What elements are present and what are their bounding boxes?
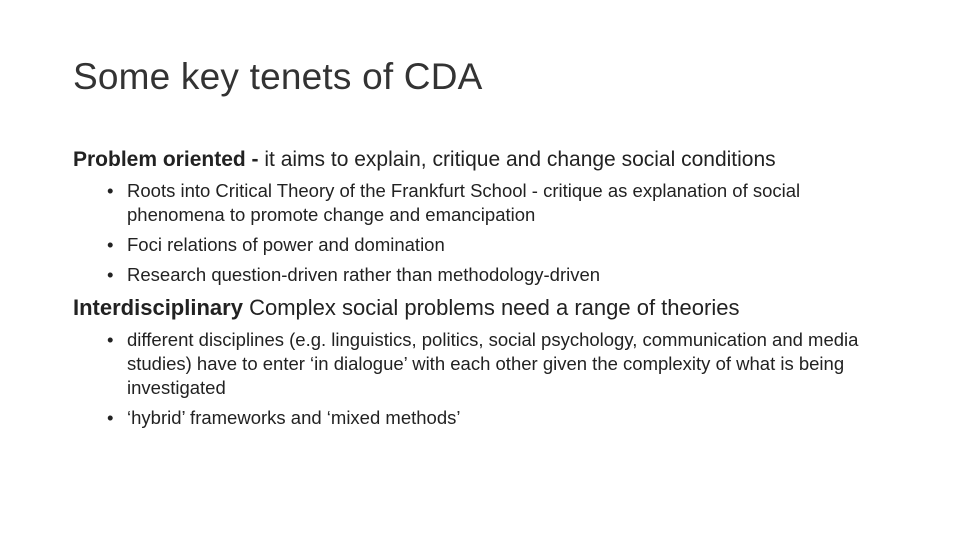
section-heading-text: Complex social problems need a range of theories <box>242 295 740 320</box>
bullet-dot-icon: • <box>107 407 114 428</box>
bullet-item <box>107 328 893 400</box>
bullet-text: Roots into Critical Theory of the Frankfurt School - critique as explanation of social phenomena to promote change and emancipation <box>127 180 801 225</box>
bullet-item <box>107 233 893 257</box>
section-heading-text: it aims to explain, critique and change social conditions <box>258 148 776 171</box>
slide-content <box>73 146 893 436</box>
section-heading <box>73 293 893 323</box>
section-heading <box>73 146 893 174</box>
section-heading-bold: Interdisciplinary <box>73 295 243 320</box>
bullet-text: Foci relations of power and domination <box>127 234 445 255</box>
bullet-item <box>107 263 893 287</box>
bullet-dot-icon: • <box>107 264 114 285</box>
bullet-text: different disciplines (e.g. linguistics, politics, social psychology, communication and media studies) have to enter ‘in dialogue’ with each other given the complexity of what is being investigated <box>127 329 859 398</box>
section-heading-bold: Problem oriented - <box>73 148 259 171</box>
bullet-list <box>73 328 893 430</box>
bullet-dot-icon: • <box>107 180 114 201</box>
section-interdisciplinary <box>73 293 893 430</box>
bullet-text: ‘hybrid’ frameworks and ‘mixed methods’ <box>127 407 461 428</box>
section-problem-oriented <box>73 146 893 287</box>
bullet-dot-icon: • <box>107 329 114 350</box>
bullet-list <box>73 179 893 287</box>
bullet-dot-icon: • <box>107 234 114 255</box>
bullet-item <box>107 406 893 430</box>
bullet-item <box>107 179 893 227</box>
slide-title: Some key tenets of CDA <box>73 56 483 97</box>
bullet-text: Research question-driven rather than methodology-driven <box>127 264 601 285</box>
